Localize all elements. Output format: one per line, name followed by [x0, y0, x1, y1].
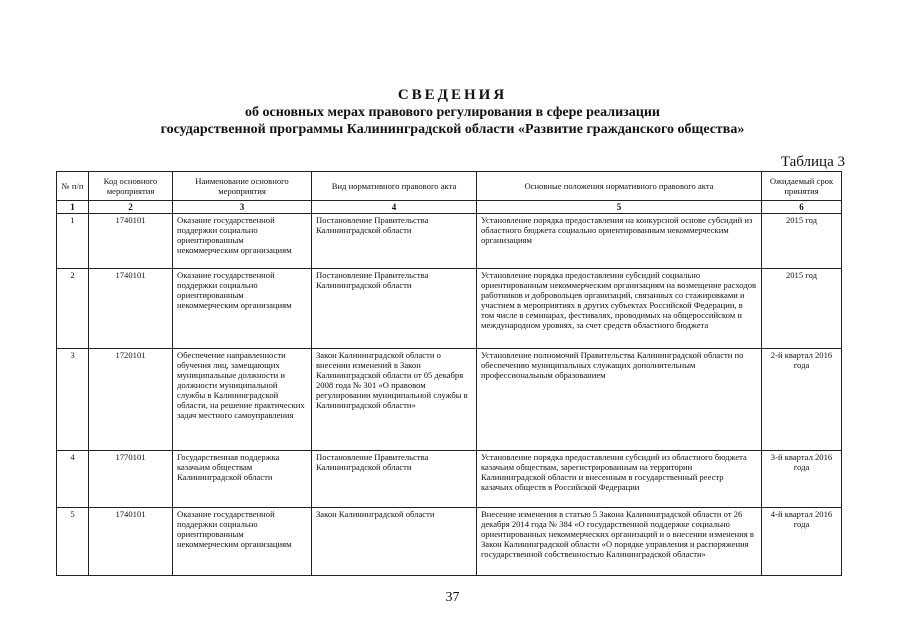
page-number: 37	[445, 590, 460, 605]
table-header-row	[57, 172, 842, 201]
row-act: Постановление Правительства Калининградской области	[312, 214, 477, 269]
column-number: 1	[57, 201, 89, 214]
column-header-code: Код основного мероприятия	[89, 172, 173, 201]
column-header-provisions: Основные положения нормативного правового акта	[477, 172, 762, 201]
row-deadline: 2015 год	[762, 214, 842, 269]
document-subtitle-line-2: государственной программы Калининградской области «Развитие гражданского общества»	[160, 122, 745, 137]
column-header-act: Вид нормативного правового акта	[312, 172, 477, 201]
row-code: 1740101	[89, 508, 173, 576]
table-row	[57, 214, 842, 269]
row-provisions: Внесение изменения в статью 5 Закона Калининградской области от 26 декабря 2014 года № 384 «О государственной поддержке социально ориентированных некоммерческих организаций и о внесении изменения в Закон Калининградской области «О порядке управления и распоряжения государственной собственностью Калининградской области»	[477, 508, 762, 576]
table-row	[57, 349, 842, 451]
row-act: Закон Калининградской области о внесении изменений в Закон Калининградской области от 05 декабря 2008 года № 301 «О правовом регулировании муниципальной службы в Калининградской области»	[312, 349, 477, 451]
row-name: Государственная поддержка казачьим обществам Калининградской области	[173, 451, 312, 508]
row-deadline: 4-й квартал 2016 года	[762, 508, 842, 576]
table-label: Таблица 3	[780, 154, 845, 170]
row-code: 1740101	[89, 269, 173, 349]
row-deadline: 3-й квартал 2016 года	[762, 451, 842, 508]
column-header-deadline: Ожидаемый срок принятия	[762, 172, 842, 201]
row-code: 1740101	[89, 214, 173, 269]
row-num: 1	[57, 214, 89, 269]
row-act: Постановление Правительства Калининградской области	[312, 451, 477, 508]
row-name: Обеспечение направленности обучения лиц, замещающих муниципальные должности и должности муниципальной службы в Калининградской области, на решение практических задач местного самоуправления	[173, 349, 312, 451]
row-code: 1770101	[89, 451, 173, 508]
row-code: 1720101	[89, 349, 173, 451]
document-title-block	[0, 86, 905, 138]
row-num: 3	[57, 349, 89, 451]
row-name: Оказание государственной поддержки социально ориентированным некоммерческим организациям	[173, 508, 312, 576]
column-number-row	[57, 201, 842, 214]
table-row	[57, 269, 842, 349]
column-header-num: № п/п	[57, 172, 89, 201]
row-name: Оказание государственной поддержки социально ориентированным некоммерческим организациям	[173, 269, 312, 349]
column-number: 2	[89, 201, 173, 214]
row-act: Закон Калининградской области	[312, 508, 477, 576]
table-row	[57, 508, 842, 576]
column-number: 6	[762, 201, 842, 214]
document-title: СВЕДЕНИЯ	[397, 87, 508, 103]
row-provisions: Установление порядка предоставления на конкурсной основе субсидий из областного бюджета социально ориентированным некоммерческим организациям	[477, 214, 762, 269]
measures-table	[56, 171, 842, 576]
column-number: 5	[477, 201, 762, 214]
row-deadline: 2015 год	[762, 269, 842, 349]
row-act: Постановление Правительства Калининградской области	[312, 269, 477, 349]
column-header-name: Наименование основного мероприятия	[173, 172, 312, 201]
row-name: Оказание государственной поддержки социально ориентированным некоммерческим организациям	[173, 214, 312, 269]
row-num: 5	[57, 508, 89, 576]
document-subtitle-line-1: об основных мерах правового регулирования в сфере реализации	[245, 105, 660, 120]
row-deadline: 2-й квартал 2016 года	[762, 349, 842, 451]
column-number: 4	[312, 201, 477, 214]
row-provisions: Установление порядка предоставления субсидий социально ориентированным некоммерческим организациям на возмещение расходов работников и добровольцев организаций, связанных со стажировками и участием в мероприятиях в других субъектах Российской Федерации, в том числе в семинарах, фестивалях, проводимых на общероссийском и международном уровнях, за счет средств областного бюджета	[477, 269, 762, 349]
column-number: 3	[173, 201, 312, 214]
row-num: 2	[57, 269, 89, 349]
row-num: 4	[57, 451, 89, 508]
row-provisions: Установление полномочий Правительства Калининградской области по обеспечению муниципальных служащих дополнительным профессиональным образованием	[477, 349, 762, 451]
table-row	[57, 451, 842, 508]
row-provisions: Установление порядка предоставления субсидий из областного бюджета казачьим обществам, зарегистрированным на территории Калининградской области и внесенным в государственный реестр казачьих обществ в Российской Федерации	[477, 451, 762, 508]
